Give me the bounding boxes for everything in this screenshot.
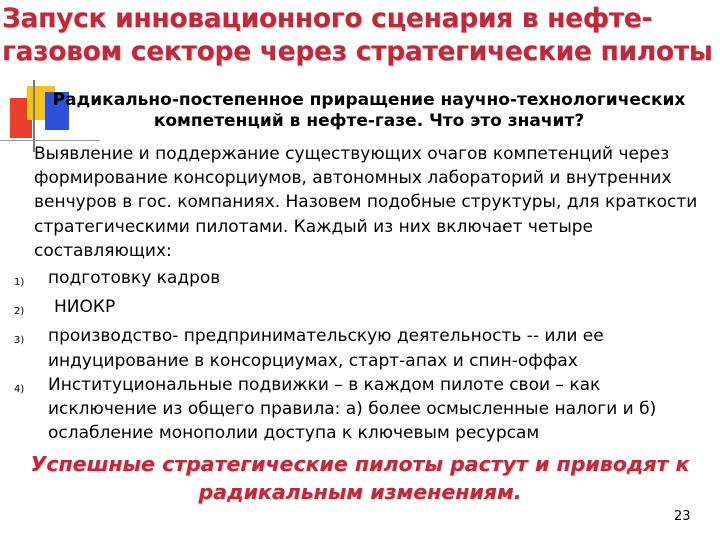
list-number: 1)	[14, 277, 25, 288]
list-text: НИОКР	[54, 297, 116, 318]
list-item	[14, 295, 714, 324]
list-text: производство- предпринимательскую деятельность -- или ее индуцирование в консорциумах, старт-апах и спин-оффах	[48, 326, 604, 371]
list-text: подготовку кадров	[48, 268, 221, 288]
list-item	[14, 266, 714, 295]
list-item	[14, 373, 714, 446]
conclusion-text: Успешные стратегические пилоты растут и приводят к радикальным изменениям.	[30, 452, 690, 504]
list-text: Институциональные подвижки – в каждом пилоте свои – как исключение из общего правила: а) более осмысленные налоги и б) ослабление монополии доступа к ключевым ресурсам	[48, 374, 657, 444]
list-item	[14, 324, 714, 372]
list-number: 3)	[14, 335, 25, 347]
slide-title: Запуск инновационного сценария в нефте-газовом секторе через стратегические пилоты	[2, 3, 713, 67]
list-number: 4)	[14, 383, 25, 395]
intro-paragraph: Выявление и поддержание существующих очагов компетенций через формирование консорциумов, автономных лабораторий и внутренних венчуров в гос. компаниях. Назовем подобные структуры, для краткости стратегическими пилотами. Каждый из них включает четыре составляющих:	[34, 144, 698, 261]
section-heading: Радикально-постепенное приращение научно-технологических компетенций в нефте-газе. Что это значит?	[52, 90, 686, 131]
decor-horizontal-line	[0, 140, 100, 141]
page-number: 23	[674, 509, 691, 524]
list-number: 2)	[14, 306, 25, 318]
components-list	[14, 266, 714, 445]
